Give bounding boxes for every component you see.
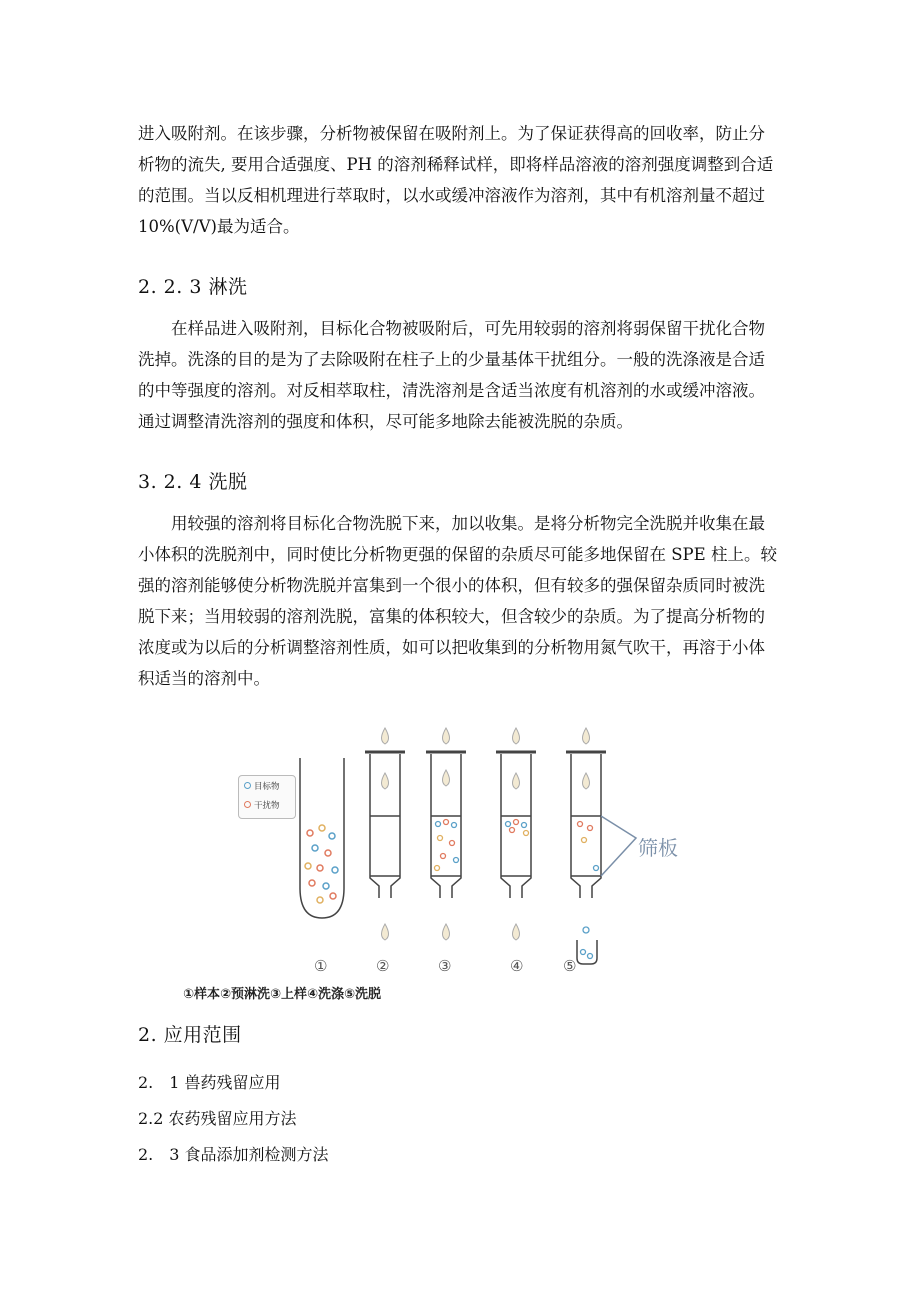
step-label-5: ⑤	[563, 957, 577, 975]
para-line: 洗掉。洗涤的目的是为了去除吸附在柱子上的少量基体干扰组分。一般的洗涤液是合适	[138, 350, 765, 369]
subitem-2-1: 2. 1 兽药残留应用	[138, 1073, 281, 1092]
sieve-pointer	[601, 816, 636, 876]
subitem-2-2: 2.2 农药残留应用方法	[138, 1109, 297, 1128]
intro-line: 进入吸附剂。在该步骤，分析物被保留在吸附剂上。为了保证获得高的回收率，防止分	[138, 124, 765, 143]
step-label-2: ②	[376, 957, 390, 975]
para-line: 积适当的溶剂中。	[138, 669, 270, 688]
legend-interference	[239, 795, 295, 814]
sieve-label: 筛板	[638, 836, 678, 860]
intro-paragraph	[138, 118, 798, 242]
spe-column-4	[496, 728, 536, 940]
heading-324: 3. 2. 4 洗脱	[138, 471, 248, 493]
target-dot-icon	[244, 782, 251, 789]
para-line: 小体积的洗脱剂中，同时使比分析物更强的保留的杂质尽可能多地保留在 SPE 柱上。较	[138, 545, 777, 564]
step-label-1: ①	[314, 957, 328, 975]
heading-section-2: 2. 应用范围	[138, 1024, 242, 1046]
legend-target	[239, 776, 295, 795]
para-line: 强的溶剂能够使分析物洗脱并富集到一个很小的体积，但有较多的强保留杂质同时被洗	[138, 576, 765, 595]
intro-line: 的范围。当以反相机理进行萃取时，以水或缓冲溶液作为溶剂，其中有机溶剂量不超过	[138, 186, 765, 205]
spe-column-2	[365, 728, 405, 940]
figure-legend	[238, 775, 296, 819]
figure-caption: ①样本②预淋洗③上样④洗涤⑤洗脱	[183, 987, 382, 1002]
spe-column-3	[426, 728, 466, 940]
para-line: 通过调整清洗溶剂的强度和体积，尽可能多地除去能被洗脱的杂质。	[138, 412, 633, 431]
sample-tube	[300, 758, 344, 918]
step-label-4: ④	[510, 957, 524, 975]
paragraph-223	[138, 313, 798, 437]
sample-particles	[305, 825, 338, 903]
interference-dot-icon	[244, 801, 251, 808]
spe-column-5	[566, 728, 606, 964]
step-label-3: ③	[438, 957, 452, 975]
para-line: 用较强的溶剂将目标化合物洗脱下来，加以收集。是将分析物完全洗脱并收集在最	[171, 514, 765, 533]
paragraph-324	[138, 508, 798, 694]
para-line: 的中等强度的溶剂。对反相萃取柱，清洗溶剂是含适当浓度有机溶剂的水或缓冲溶液。	[138, 381, 765, 400]
legend-interference-label: 干扰物	[254, 800, 280, 811]
heading-223: 2. 2. 3 淋洗	[138, 276, 248, 298]
intro-line: 10%(V/V)最为适合。	[138, 217, 300, 236]
legend-target-label: 目标物	[254, 781, 280, 792]
para-line: 脱下来；当用较弱的溶剂洗脱，富集的体积较大，但含较少的杂质。为了提高分析物的	[138, 607, 765, 626]
para-line: 浓度或为以后的分析调整溶剂性质，如可以把收集到的分析物用氮气吹干，再溶于小体	[138, 638, 765, 657]
subitem-2-3: 2. 3 食品添加剂检测方法	[138, 1145, 329, 1164]
para-line: 在样品进入吸附剂，目标化合物被吸附后，可先用较弱的溶剂将弱保留干扰化合物	[171, 319, 765, 338]
intro-line: 析物的流失, 要用合适强度、PH 的溶剂稀释试样，即将样品溶液的溶剂强度调整到合适	[138, 155, 774, 174]
